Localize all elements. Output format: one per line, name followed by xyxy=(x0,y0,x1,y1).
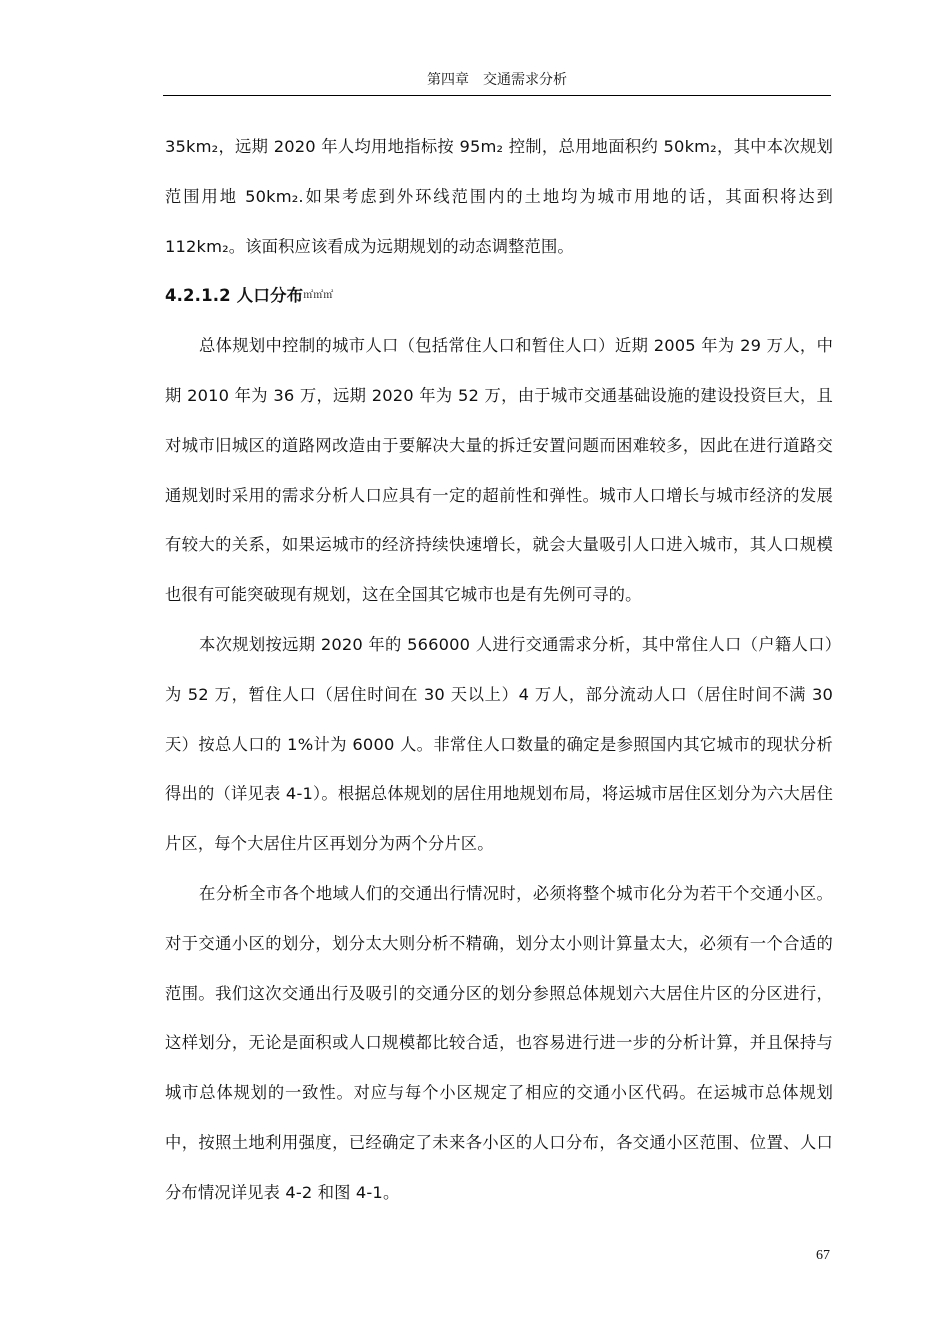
body-paragraph: 总体规划中控制的城市人口（包括常住人口和暂住人口）近期 2005 年为 29 万人，中期 2010 年为 36 万，远期 2020 年为 52 万，由于城市交通基础设施的建设投资巨大，且对城市旧城区的道路网改造由于要解决大量的拆迁安置问题而困难较多，因此在进行道路交通规划时采用的需求分析人口应具有一定的超前性和弹性。城市人口增长与城市经济的发展有较大的关系，如果运城市的经济持续快速增长，就会大量吸引人口进入城市，其人口规模也很有可能突破现有规划，这在全国其它城市也是有先例可寻的。 xyxy=(165,336,833,605)
section-title: 4.2.1.2 人口分布 xyxy=(165,286,304,306)
body-paragraph: 本次规划按远期 2020 年的 566000 人进行交通需求分析，其中常住人口（户籍人口）为 52 万，暂住人口（居住时间在 30 天以上）4 万人，部分流动人口（居住时间不满 30 天）按总人口的 1%计为 6000 人。非常住人口数量的确定是参照国内其它城市的现状分析得出的（详见表 4-1）。根据总体规划的居住用地规划布局，将运城市居住区划分为六大居住片区，每个大居住片区再划分为两个分片区。 xyxy=(165,634,833,854)
continuation-paragraph: 35km₂，远期 2020 年人均用地指标按 95m₂ 控制，总用地面积约 50km₂，其中本次规划范围用地 50km₂.如果考虑到外环线范围内的土地均为城市用地的话，其面积将达到 112km₂。该面积应该看成为远期规划的动态调整范围。 xyxy=(165,137,833,256)
page-number: 67 xyxy=(816,1248,830,1263)
heading-artifact: ㎡㎡㎡ xyxy=(303,290,334,302)
page-content xyxy=(165,122,833,1218)
section-heading xyxy=(165,271,833,321)
chapter-title: 第四章 交通需求分析 xyxy=(427,72,567,88)
page-header xyxy=(163,68,831,96)
body-paragraph: 在分析全市各个地域人们的交通出行情况时，必须将整个城市化分为若干个交通小区。对于交通小区的划分，划分太大则分析不精确，划分太小则计算量太大，必须有一个合适的范围。我们这次交通出行及吸引的交通分区的划分参照总体规划六大居住片区的分区进行，这样划分，无论是面积或人口规模都比较合适，也容易进行进一步的分析计算，并且保持与城市总体规划的一致性。对应与每个小区规定了相应的交通小区代码。在运城市总体规划中，按照土地利用强度，已经确定了未来各小区的人口分布，各交通小区范围、位置、人口分布情况详见表 4-2 和图 4-1。 xyxy=(165,883,833,1202)
